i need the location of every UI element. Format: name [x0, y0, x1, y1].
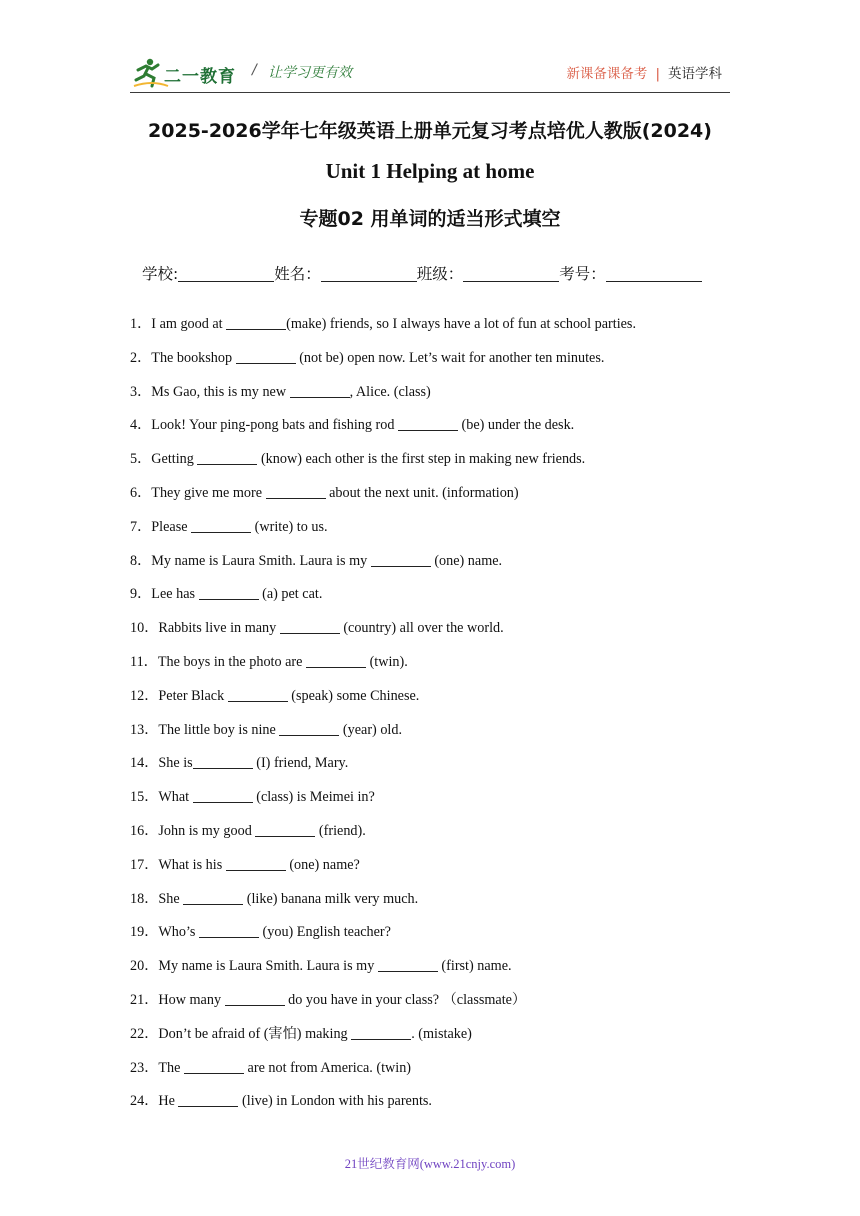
question-text-before: My name is Laura Smith. Laura is my: [151, 552, 371, 569]
question-number: 4．: [130, 417, 152, 434]
answer-blank[interactable]: [193, 754, 253, 769]
question-text-before: Peter Black: [158, 687, 228, 704]
header-right-primary: 新课备课备考: [566, 66, 648, 82]
question-number: 18．: [130, 890, 159, 907]
question-text-after: (a) pet cat.: [258, 586, 323, 603]
question-text-before: What: [158, 789, 193, 806]
question-text-before: He: [158, 1093, 179, 1110]
page-footer: 21世纪教育网(www.21cnjy.com): [344, 1157, 516, 1171]
question-text-after: are not from America. (twin): [244, 1059, 412, 1076]
question-number: 10．: [130, 620, 159, 637]
slogan-separator: /: [252, 62, 257, 78]
question-text-after: (not be) open now. Let’s wait for another ten minutes.: [295, 349, 605, 366]
question-item: [130, 1024, 730, 1058]
question-text-after: (speak) some Chinese.: [287, 687, 420, 704]
question-text-before: Look! Your ping-pong bats and fishing rod: [151, 417, 398, 434]
question-text-before: The: [158, 1059, 184, 1076]
question-text-after: (one) name.: [430, 552, 503, 569]
answer-blank[interactable]: [199, 585, 259, 600]
exam-no-label: 考号：: [559, 265, 606, 283]
question-text-before: Rabbits live in many: [158, 620, 280, 637]
answer-blank[interactable]: [255, 822, 315, 837]
question-item: [130, 990, 730, 1024]
question-number: 21．: [130, 991, 159, 1008]
header-subject: 英语学科: [668, 66, 722, 82]
answer-blank[interactable]: [184, 1059, 244, 1074]
question-text-after: (one) name?: [285, 856, 360, 873]
answer-blank[interactable]: [183, 890, 243, 905]
question-number: 5．: [130, 451, 152, 468]
question-item: [130, 551, 730, 585]
question-text-after: (twin).: [366, 653, 408, 670]
school-label: 学校:: [142, 265, 179, 283]
question-item: [130, 821, 730, 855]
question-text-before: Don’t be afraid of (害怕) making: [158, 1025, 352, 1042]
question-number: 6．: [130, 484, 152, 501]
answer-blank[interactable]: [266, 484, 326, 499]
question-item: [130, 584, 730, 618]
question-item: [130, 348, 730, 382]
answer-blank[interactable]: [280, 619, 340, 634]
question-number: 19．: [130, 924, 159, 941]
question-text-after: (year) old.: [339, 721, 402, 738]
question-item: [130, 787, 730, 821]
school-field[interactable]: [178, 265, 274, 282]
question-text-after: (friend).: [315, 822, 366, 839]
page-header: [128, 52, 728, 92]
question-item: [130, 889, 730, 923]
question-item: [130, 1058, 730, 1092]
question-text-after: (know) each other is the first step in making new friends.: [257, 451, 586, 468]
question-item: [130, 956, 730, 990]
question-item: [130, 753, 730, 787]
question-text-before: Getting: [151, 451, 198, 468]
unit-title: Unit 1 Helping at home: [325, 159, 535, 183]
brand-logo: [132, 56, 250, 90]
answer-blank[interactable]: [279, 721, 339, 736]
exam-no-field[interactable]: [606, 265, 702, 282]
question-item: [130, 720, 730, 754]
question-item: [130, 415, 730, 449]
answer-blank[interactable]: [306, 653, 366, 668]
class-label: 班级：: [416, 265, 464, 283]
question-text-before: The bookshop: [151, 349, 236, 366]
question-text-after: (country) all over the world.: [339, 620, 504, 637]
question-text-before: She is: [158, 755, 193, 772]
answer-blank[interactable]: [228, 687, 288, 702]
question-item: [130, 382, 730, 416]
question-text-after: do you have in your class? （classmate）: [284, 991, 527, 1008]
answer-blank[interactable]: [193, 788, 253, 803]
question-number: 11．: [130, 653, 158, 670]
question-text-before: The little boy is nine: [158, 721, 280, 738]
question-item: [130, 449, 730, 483]
question-text-before: Who’s: [158, 924, 199, 941]
question-item: [130, 618, 730, 652]
question-text-before: Ms Gao, this is my new: [151, 383, 290, 400]
question-text-after: (class) is Meimei in?: [252, 789, 375, 806]
question-text-after: about the next unit. (information): [325, 484, 519, 501]
question-text-after: (write) to us.: [251, 518, 328, 535]
question-text-after: (I) friend, Mary.: [252, 755, 349, 772]
question-number: 17．: [130, 856, 159, 873]
header-divider: [130, 92, 730, 93]
answer-blank[interactable]: [236, 349, 296, 364]
question-text-after: (you) English teacher?: [258, 924, 391, 941]
question-text-before: What is his: [158, 856, 226, 873]
class-field[interactable]: [463, 265, 559, 282]
name-field[interactable]: [321, 265, 417, 282]
answer-blank[interactable]: [197, 450, 257, 465]
question-text-before: She: [158, 890, 184, 907]
logo-text: 二一教育: [164, 67, 236, 87]
answer-blank[interactable]: [199, 923, 259, 938]
question-number: 22．: [130, 1025, 159, 1042]
question-number: 14．: [130, 755, 159, 772]
question-number: 7．: [130, 518, 152, 535]
topic-title: 专题02 用单词的适当形式填空: [299, 208, 561, 230]
question-text-after: . (mistake): [411, 1025, 472, 1042]
name-label: 姓名：: [274, 265, 321, 283]
answer-blank[interactable]: [226, 856, 286, 871]
question-item: [130, 652, 730, 686]
question-number: 12．: [130, 687, 159, 704]
question-text-before: How many: [158, 991, 225, 1008]
question-number: 3．: [130, 383, 152, 400]
header-right-separator: |: [655, 66, 660, 82]
question-text-before: Lee has: [151, 586, 199, 603]
question-text-before: Please: [151, 518, 192, 535]
question-text-before: The boys in the photo are: [157, 653, 307, 670]
student-info-line: [142, 262, 702, 284]
question-text-before: John is my good: [158, 822, 256, 839]
question-number: 13．: [130, 721, 159, 738]
answer-blank[interactable]: [351, 1025, 411, 1040]
main-title: 2025-2026学年七年级英语上册单元复习考点培优人教版(2024): [148, 120, 712, 142]
answer-blank[interactable]: [225, 991, 285, 1006]
question-item: [130, 1091, 730, 1125]
answer-blank[interactable]: [191, 518, 251, 533]
question-number: 24．: [130, 1093, 159, 1110]
question-text-after: (make) friends, so I always have a lot of fun at school parties.: [286, 316, 637, 332]
question-text-after: (first) name.: [437, 958, 512, 975]
question-number: 2．: [130, 349, 152, 366]
slogan: 让学习更有效: [268, 65, 352, 81]
answer-blank[interactable]: [178, 1092, 238, 1107]
question-text-before: I am good at: [151, 316, 227, 332]
question-number: 20．: [130, 958, 159, 975]
question-item: [130, 855, 730, 889]
question-item: [130, 686, 730, 720]
question-text-before: They give me more: [151, 484, 266, 501]
answer-blank[interactable]: [398, 416, 458, 431]
question-list: [130, 314, 730, 1125]
question-text-after: , Alice. (class): [349, 383, 431, 400]
question-number: 1．: [130, 316, 152, 332]
answer-blank[interactable]: [290, 383, 350, 398]
question-text-after: (live) in London with his parents.: [238, 1093, 432, 1110]
question-text-before: My name is Laura Smith. Laura is my: [158, 958, 378, 975]
question-text-after: (be) under the desk.: [458, 417, 575, 434]
answer-blank[interactable]: [226, 315, 286, 330]
answer-blank[interactable]: [378, 957, 438, 972]
question-text-after: (like) banana milk very much.: [243, 890, 419, 907]
question-number: 15．: [130, 789, 159, 806]
question-number: 8．: [130, 552, 152, 569]
question-item: [130, 517, 730, 551]
question-number: 23．: [130, 1059, 159, 1076]
question-item: [130, 314, 730, 348]
question-item: [130, 922, 730, 956]
question-number: 16．: [130, 822, 159, 839]
header-right: [566, 62, 722, 82]
answer-blank[interactable]: [371, 552, 431, 567]
question-number: 9．: [130, 586, 152, 603]
question-item: [130, 483, 730, 517]
